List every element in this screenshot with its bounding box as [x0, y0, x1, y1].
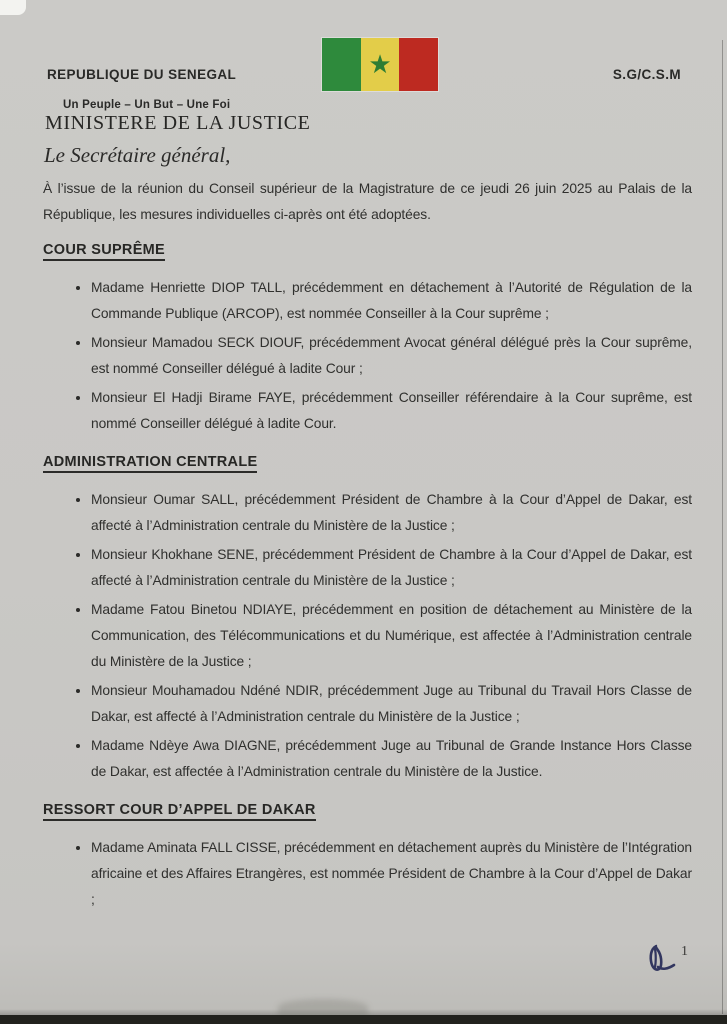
section-list [43, 275, 692, 437]
ministry-title: MINISTERE DE LA JUSTICE [45, 112, 311, 134]
section-title: ADMINISTRATION CENTRALE [43, 454, 257, 473]
section-list [43, 835, 692, 913]
national-motto: Un Peuple – Un But – Une Foi [63, 99, 231, 111]
senegal-flag-icon [322, 38, 438, 91]
scan-corner-notch [0, 0, 26, 15]
section-title: RESSORT COUR D’APPEL DE DAKAR [43, 802, 316, 821]
sections-container [43, 228, 692, 913]
appointment-item: • Madame Henriette DIOP TALL, précédemment en détachement à l’Autorité de Régulation de la Commande Publique (ARCOP), est nommée Conseiller à la Cour suprême ; [91, 275, 692, 327]
document-section [43, 440, 692, 785]
appointment-item: • Monsieur Khokhane SENE, précédemment Président de Chambre à la Cour d’Appel de Dakar, est affecté à l’Administration centrale du Ministère de la Justice ; [91, 542, 692, 594]
appointment-item: • Monsieur Oumar SALL, précédemment Président de Chambre à la Cour d’Appel de Dakar, est affecté à l’Administration centrale du Ministère de la Justice ; [91, 487, 692, 539]
appointment-item: • Monsieur Mamadou SECK DIOUF, précédemment Avocat général délégué près la Cour suprême, est nommé Conseiller délégué à ladite Cour ; [91, 330, 692, 382]
scan-bottom-edge [0, 1015, 727, 1024]
appointment-item: • Monsieur El Hadji Birame FAYE, précédemment Conseiller référendaire à la Cour suprême, est nommé Conseiller délégué à ladite Cour. [91, 385, 692, 437]
flag-green-stripe [322, 38, 361, 91]
salutation-line: Le Secrétaire général, [44, 143, 231, 167]
reference-code: S.G/C.S.M [612, 67, 681, 82]
star-icon: ★ [368, 48, 392, 79]
republic-title: REPUBLIQUE DU SENEGAL [47, 67, 237, 82]
intro-paragraph: À l’issue de la réunion du Conseil supérieur de la Magistrature de ce jeudi 26 juin 2025 au Palais de la République, les mesures individuelles ci-après ont été adoptées. [43, 181, 692, 222]
flag-red-stripe [399, 38, 438, 91]
section-list [43, 487, 692, 785]
flag-yellow-stripe [361, 38, 400, 91]
appointment-item: • Monsieur Mouhamadou Ndéné NDIR, précédemment Juge au Tribunal du Travail Hors Classe de Dakar, est affecté à l’Administration centrale du Ministère de la Justice ; [91, 678, 692, 730]
handwritten-paraph-icon [643, 940, 677, 978]
scan-right-edge [722, 40, 723, 1014]
appointment-item: • Madame Aminata FALL CISSE, précédemment en détachement auprès du Ministère de l’Intégration africaine et des Affaires Etrangères, est nommée Président de Chambre à la Cour d’Appel de Dakar ; [91, 835, 692, 913]
document-section [43, 788, 692, 913]
document-body [43, 176, 692, 916]
document-section [43, 228, 692, 437]
appointment-item: • Madame Ndèye Awa DIAGNE, précédemment Juge au Tribunal de Grande Instance Hors Classe de Dakar, est affectée à l’Administration centrale du Ministère de la Justice. [91, 733, 692, 785]
section-title: COUR SUPRÊME [43, 242, 165, 261]
appointment-item: • Madame Fatou Binetou NDIAYE, précédemment en position de détachement au Ministère de la Communication, des Télécommunications et du Numérique, est affectée à l’Administration centrale du Ministère de la Justice ; [91, 597, 692, 675]
page-number: 1 [681, 944, 688, 959]
